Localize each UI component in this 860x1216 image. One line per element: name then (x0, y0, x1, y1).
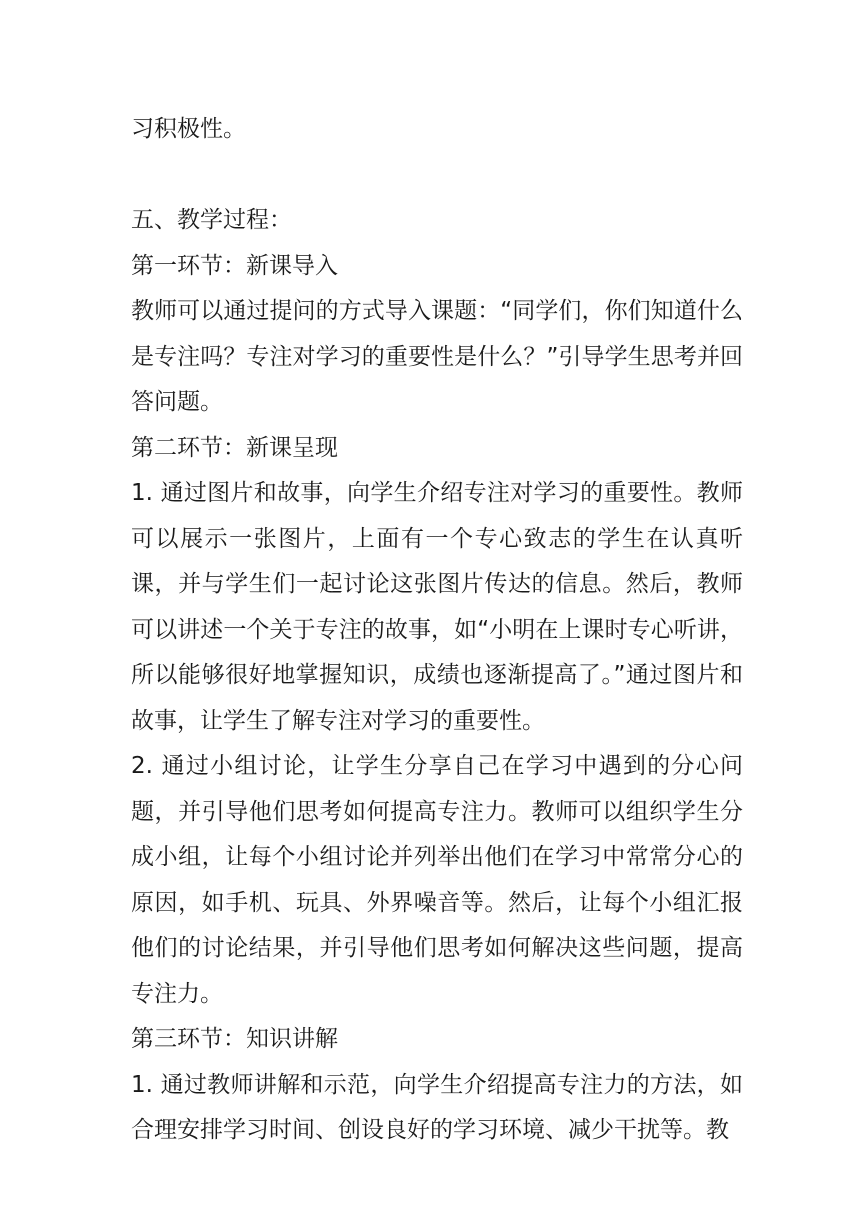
paragraph-item-3: 1. 通过教师讲解和示范，向学生介绍提高专注力的方法，如合理安排学习时间、创设良好的学习环境、减少干扰等。教 (131, 1071, 743, 1143)
paragraph-gap (131, 153, 743, 199)
document-body (131, 107, 743, 1154)
paragraph-continuation: 习积极性。 (131, 116, 246, 142)
paragraph-item-2: 2. 通过小组讨论，让学生分享自己在学习中遇到的分心问题，并引导他们思考如何提高专注力。教师可以组织学生分成小组，让每个小组讨论并列举出他们在学习中常常分心的原因，如手机、玩具、外界噪音等。然后，让每个小组汇报他们的讨论结果，并引导他们思考如何解决这些问题，提高专注力。 (131, 753, 743, 1007)
stage-heading-3: 第三环节：知识讲解 (131, 1026, 338, 1052)
section-heading: 五、教学过程： (131, 207, 292, 233)
paragraph-item-1: 1. 通过图片和故事，向学生介绍专注对学习的重要性。教师可以展示一张图片，上面有一个专心致志的学生在认真听课，并与学生们一起讨论这张图片传达的信息。然后，教师可以讲述一个关于专注的故事，如“小明在上课时专心听讲，所以能够很好地掌握知识，成绩也逐渐提高了。”通过图片和故事，让学生了解专注对学习的重要性。 (131, 480, 743, 734)
stage-heading-1: 第一环节：新课导入 (131, 252, 338, 279)
stage-heading-2: 第二环节：新课呈现 (131, 434, 338, 461)
paragraph-intro: 教师可以通过提问的方式导入课题：“同学们，你们知道什么是专注吗？专注对学习的重要性是什么？”引导学生思考并回答问题。 (131, 298, 743, 415)
